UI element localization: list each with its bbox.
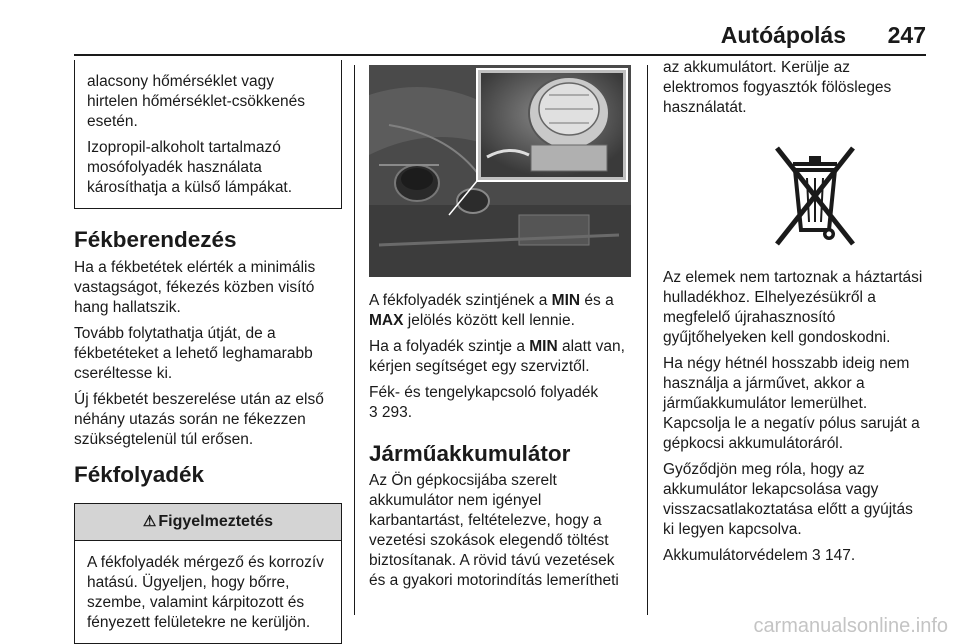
paragraph: Tovább folytathatja útját, de a fékbetéteket a lehető leghamarabb cseréltesse ki. <box>74 325 313 382</box>
engine-bay-illustration <box>369 65 631 277</box>
paragraph: Ha a folyadék szintje a MIN alatt van, kérjen segítséget egy szerviztől. <box>369 338 625 375</box>
paragraph: Ha négy hétnél hosszabb ideig nem használja a járművet, akkor a járműakkumulátor lemerülhet. Kapcsolja le a negatív pólus saruját a gépkocsi akkumulátoráról. <box>663 355 920 452</box>
warning-text: A fékfolyadék mérgező és korrozív hatású. Ügyeljen, hogy bőrre, szembe, valamint kárpitozott és fényezett felületekre ne kerüljön. <box>87 554 324 631</box>
paragraph: az akkumulátort. Kerülje az elektromos fogyasztók fölösleges használatát. <box>663 59 892 116</box>
paragraph: Az elemek nem tartoznak a háztartási hulladékhoz. Elhelyezésükről a megfelelő újrahasznosító gyűjtőhelyeken kell gondoskodni. <box>663 269 923 346</box>
crossed-out-wheelie-bin-icon <box>767 142 863 252</box>
header-rule <box>74 54 926 56</box>
warning-header <box>75 504 341 541</box>
column-divider <box>647 65 648 615</box>
cross-reference-paragraph: Akkumulátorvédelem 3 147. <box>663 547 856 564</box>
note-paragraph: Izopropil-alkoholt tartalmazó mosófolyadék használata károsíthatja a külső lámpákat. <box>87 139 293 196</box>
continued-note-box <box>74 60 342 209</box>
paragraph: Új fékbetét beszerelése után az első néhány utazás során ne fékezzen szükségtelenül túl erősen. <box>74 391 324 448</box>
paragraph: A fékfolyadék szintjének a MIN és a MAX jelölés között kell lennie. <box>369 292 614 329</box>
section-heading-brake-fluid: Fékfolyadék <box>74 462 205 487</box>
page-header <box>0 22 960 52</box>
section-heading-brakes: Fékberendezés <box>74 227 237 252</box>
column-1 <box>74 58 342 644</box>
cross-reference-link[interactable]: 3 293. <box>369 404 413 421</box>
warning-triangle-icon: ⚠ <box>142 513 157 530</box>
column-2 <box>369 58 631 597</box>
paragraph: Győződjön meg róla, hogy az akkumulátor lekapcsolása vagy visszacsatlakoztatása előtt a gyújtás ki legyen kapcsolva. <box>663 461 913 538</box>
page-number: 247 <box>887 22 926 48</box>
brake-fluid-reservoir-photo <box>369 65 631 277</box>
paragraph: Ha a fékbetétek elérték a minimális vastagságot, fékezés közben visító hang hallatszik. <box>74 259 316 316</box>
paragraph: Az Ön gépkocsijába szerelt akkumulátor nem igényel karbantartást, feltételezve, hogy a vezetési szokások elegendő töltést biztosítanak. A rövid távú vezetések és a gyakori motorindítás lemerítheti <box>369 472 619 589</box>
warning-title: Figyelmeztetés <box>158 513 274 530</box>
site-watermark: carmanualsonline.info <box>753 615 948 637</box>
paragraph: Fék- és tengelykapcsoló folyadék 3 293. <box>369 384 599 421</box>
chapter-title: Autóápolás <box>720 22 846 48</box>
column-divider <box>354 65 355 615</box>
note-paragraph: alacsony hőmérséklet vagy hirtelen hőmérséklet-csökkenés esetén. <box>87 73 305 130</box>
section-heading-battery: Járműakkumulátor <box>369 441 571 466</box>
warning-box <box>74 503 342 644</box>
column-3 <box>663 58 931 572</box>
